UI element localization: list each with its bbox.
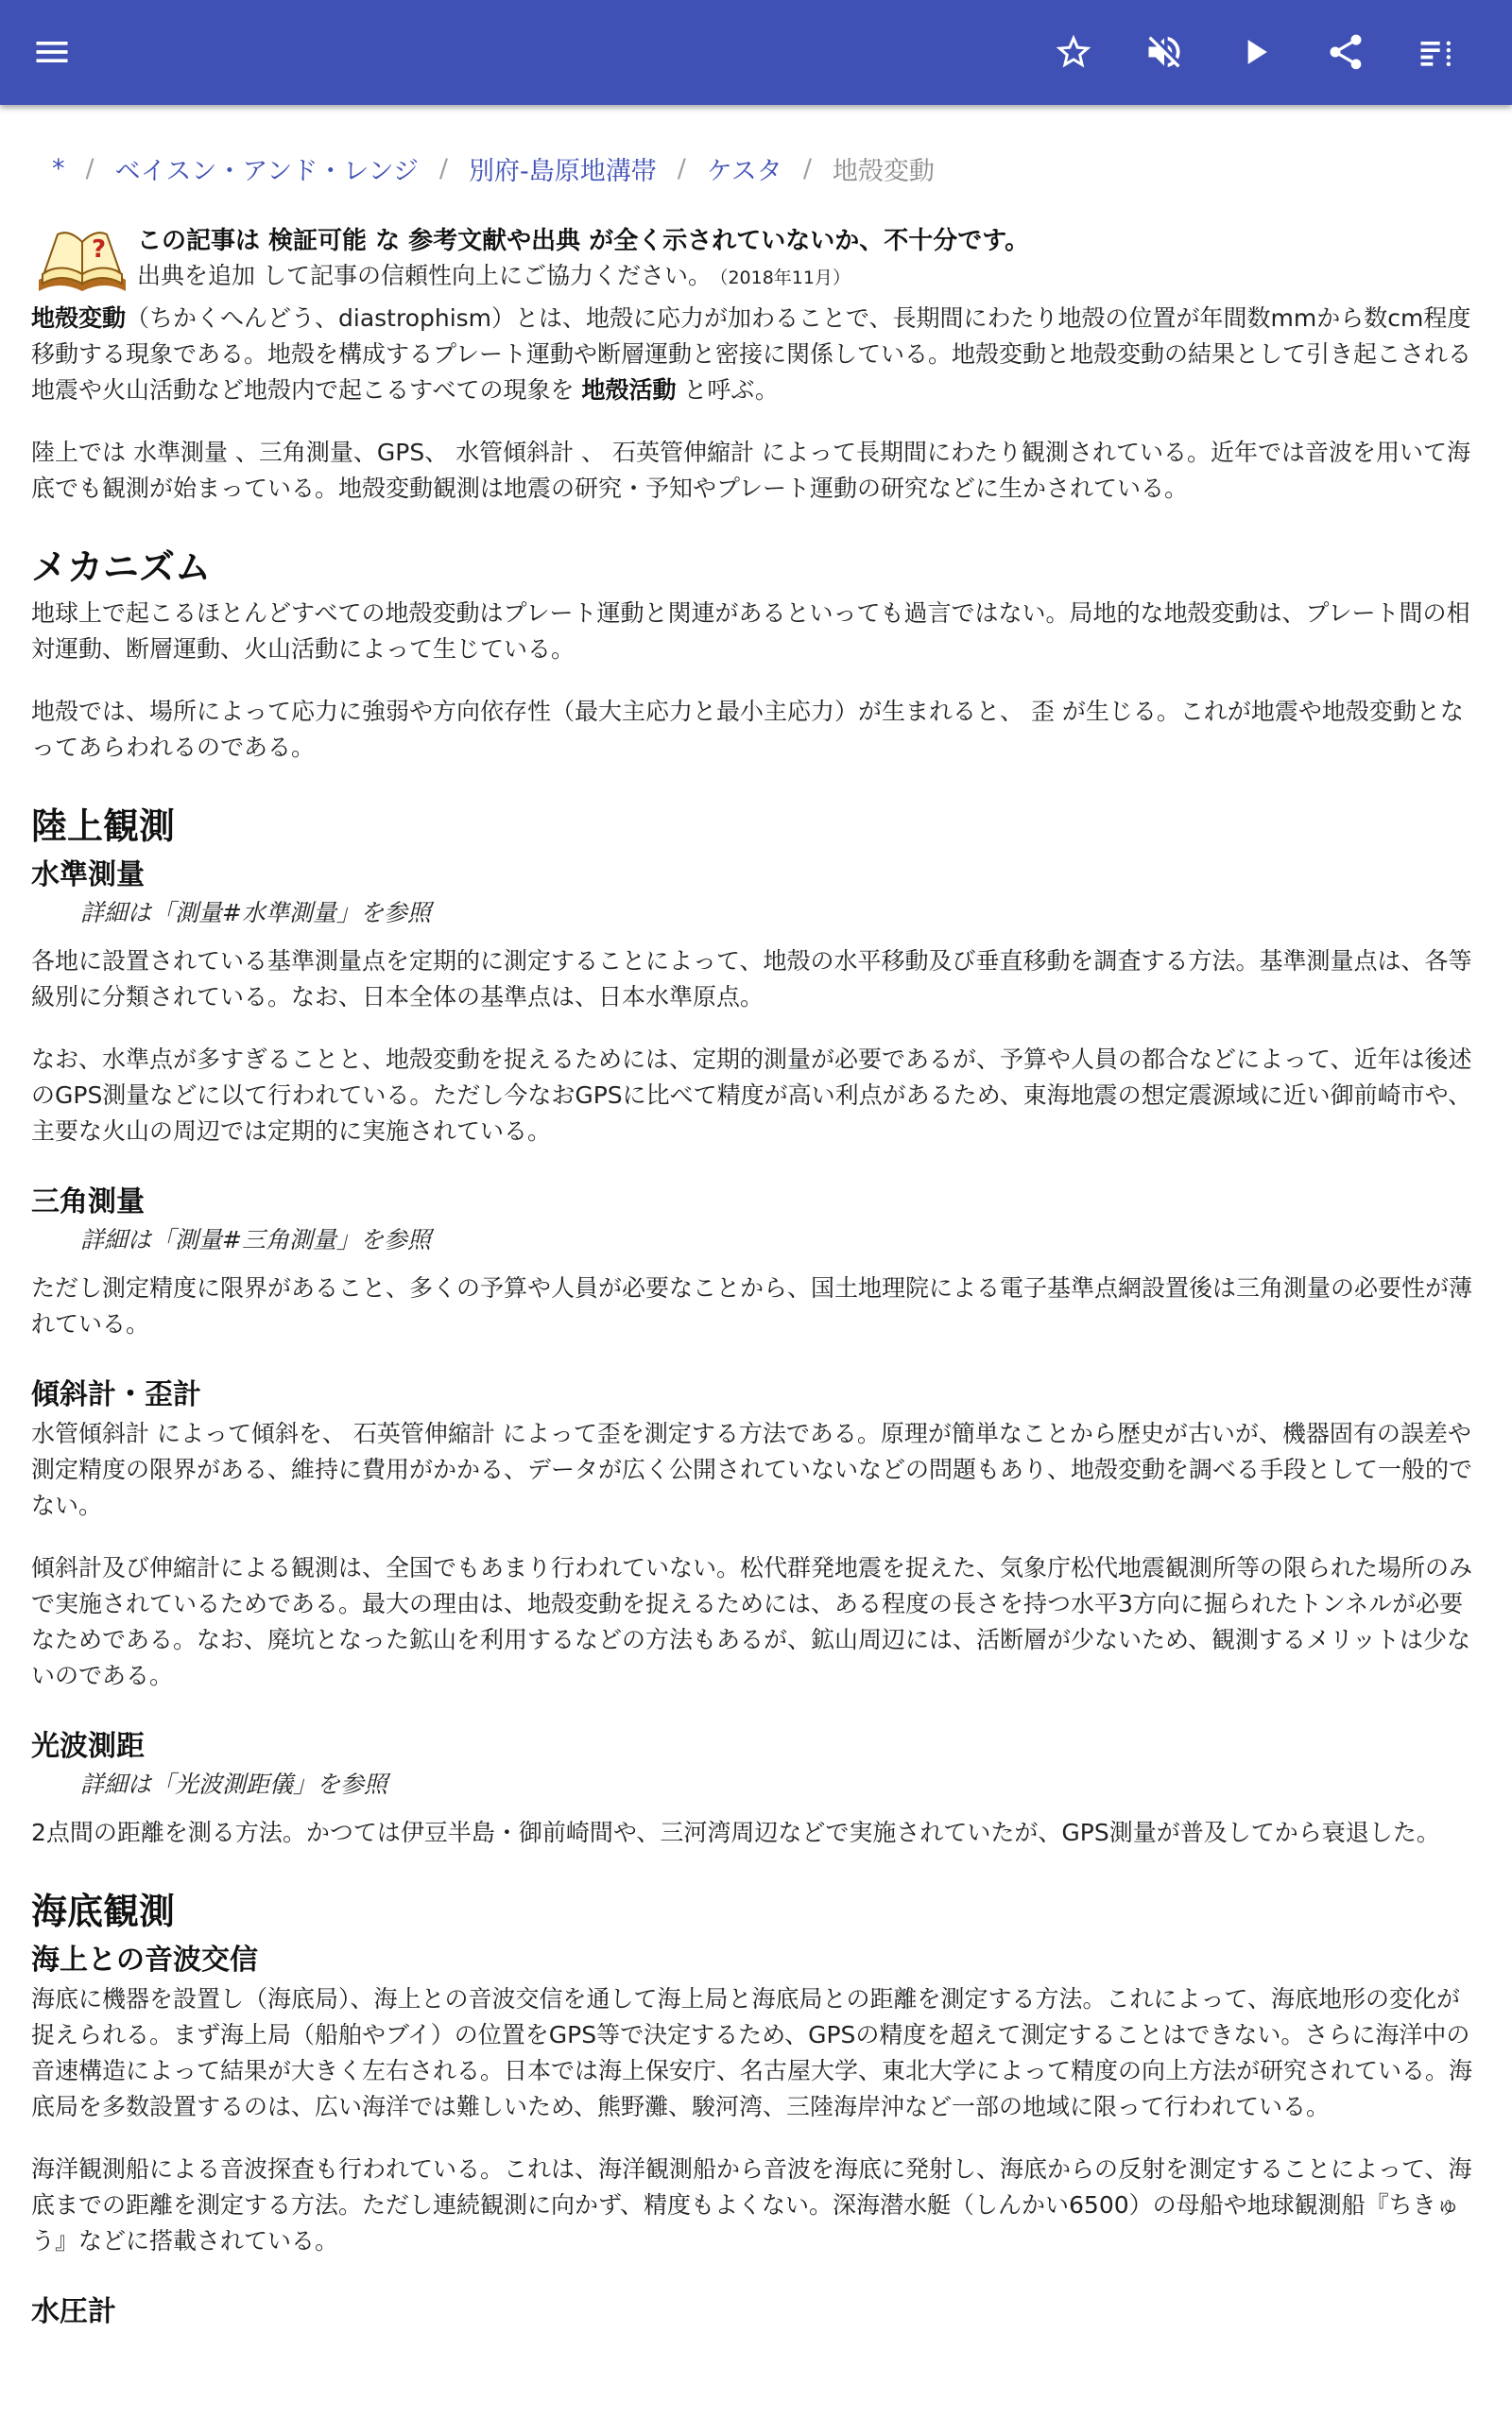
term-crustal-activity: 地殻活動	[581, 376, 677, 404]
book-question-icon	[35, 221, 129, 301]
notice-title: この記事は 検証可能 な 参考文献や出典 が全く示されていないか、不十分です。	[137, 227, 1030, 255]
subsection-edm-title: 光波測距	[31, 1730, 145, 1763]
subsection-leveling-title: 水準測量	[31, 858, 145, 891]
section-mechanism-title: メカニズム	[31, 546, 212, 588]
tilt-paragraph-1: 水管傾斜計 によって傾斜を、 石英管伸縮計 によって歪を測定する方法である。原理が簡単なことから歴史が古いが、機器固有の誤差や測定精度の限界がある、維持に費用がかかる、データが広く公開されていないなどの問題もあり、地殻変動を調べる手段として一般的でない。	[31, 1420, 1473, 1519]
hamburger-icon	[31, 31, 73, 73]
subsection-acoustic-title: 海上との音波交信	[31, 1944, 258, 1977]
subsection-triangulation-title: 三角測量	[31, 1185, 145, 1219]
tilt-paragraph-2: 傾斜計及び伸縮計による観測は、全国でもあまり行われていない。松代群発地震を捉えた、気象庁松代地震観測所等の限られた場所のみで実施されているためである。最大の理由は、地殻変動を捉えるためには、ある程度の長さを持つ水平3方向に掘られたトンネルが必要なためである。なお、廃坑となった鉱山を利用するなどの方法もあるが、鉱山周辺には、活断層が少ないため、観測するメリットは少ないのである。	[31, 1554, 1473, 1689]
menu-button[interactable]	[19, 19, 85, 85]
play-icon	[1234, 31, 1276, 73]
leveling-paragraph-1: 各地に設置されている基準測量点を定期的に測定することによって、地殻の水平移動及び垂直移動を調査する方法。基準測量点は、各等級別に分類されている。なお、日本全体の基準点は、日本水準原点。	[31, 947, 1472, 1011]
playlist-icon	[1416, 31, 1457, 73]
bookmark-button[interactable]	[1040, 19, 1107, 85]
see-also-triangulation[interactable]: 詳細は「測量#三角測量」を参照	[80, 1226, 431, 1253]
subsection-pressure-gauge-title: 水圧計	[31, 2295, 116, 2328]
notice-date: （2018年11月）	[718, 268, 850, 288]
share-icon	[1325, 31, 1366, 73]
edm-paragraph-1: 2点間の距離を測る方法。かつては伊豆半島・御前崎間や、三河湾周辺などで実施されていたが、GPS測量が普及してから衰退した。	[31, 1819, 1440, 1846]
star-icon	[1053, 31, 1094, 73]
see-also-leveling[interactable]: 詳細は「測量#水準測量」を参照	[80, 899, 431, 926]
triangulation-paragraph-1: ただし測定精度に限界があること、多くの予算や人員が必要なことから、国土地理院による電子基準点網設置後は三角測量の必要性が薄れている。	[31, 1274, 1473, 1338]
breadcrumb-separator: /	[677, 153, 686, 183]
citation-notice	[31, 216, 1482, 301]
breadcrumb-separator: /	[802, 153, 812, 183]
mute-icon	[1143, 31, 1185, 73]
term-diastrophism: 地殻変動	[31, 304, 127, 332]
breadcrumb-item-root[interactable]: *	[52, 153, 65, 183]
mechanism-paragraph-1: 地球上で起こるほとんどすべての地殻変動はプレート運動と関連があるといっても過言ではない。局地的な地殻変動は、プレート間の相対運動、断層運動、火山活動によって生じている。	[31, 599, 1470, 663]
section-land-title: 陸上観測	[31, 805, 176, 847]
breadcrumb-separator: /	[85, 153, 94, 183]
intro-text: （ちかくへんどう、diastrophism）とは、地殻に応力が加わることで、長期間にわたり地殻の位置が年間数mmから数cm程度移動する現象である。地殻を構成するプレート運動や断層運動と密接に関係している。地殻変動と地殻変動の結果として引き起こされる地震や火山活動など地殻内で起こるすべての現象を	[31, 304, 1472, 404]
breadcrumb-item-3[interactable]: ケスタ	[706, 156, 782, 186]
svg-text:?: ?	[92, 235, 107, 264]
leveling-paragraph-2: なお、水準点が多すぎることと、地殻変動を捉えるためには、定期的測量が必要であるが、予算や人員の都合などによって、近年は後述のGPS測量などに以て行われている。ただし今なおGPSに比べて精度が高い利点があるため、東海地震の想定震源域に近い御前崎市や、主要な火山の周辺では定期的に実施されている。	[31, 1046, 1472, 1145]
notice-subtitle	[137, 257, 850, 291]
contents-button[interactable]	[1403, 19, 1469, 85]
notice-text: 出典を追加 して記事の信頼性向上にご協力ください。	[137, 262, 712, 289]
mechanism-paragraph-2: 地殻では、場所によって応力に強弱や方向依存性（最大主応力と最小主応力）が生まれると、 歪 が生じる。これが地震や地殻変動となってあらわれるのである。	[31, 698, 1464, 761]
acoustic-paragraph-1: 海底に機器を設置し（海底局）、海上との音波交信を通して海上局と海底局との距離を測定する方法。これによって、海底地形の変化が捉えられる。まず海上局（船舶やブイ）の位置をGPS等で決定するため、GPSの精度を超えて測定することはできない。さらに海洋中の音速構造によって結果が大きく左右される。日本では海上保安庁、名古屋大学、東北大学によって精度の向上方法が研究されている。海底局を多数設置するのは、広い海洋では難しいため、熊野灘、駿河湾、三陸海岸沖など一部の地域に限って行われている。	[31, 1985, 1473, 2120]
acoustic-paragraph-2: 海洋観測船による音波探査も行われている。これは、海洋観測船から音波を海底に発射し、海底からの反射を測定することによって、海底までの距離を測定する方法。ただし連続観測に向かず、精度もよくない。深海潜水艇（しんかい6500）の母船や地球観測船『ちきゅう』などに搭載されている。	[31, 2155, 1472, 2255]
intro-paragraph-1	[31, 301, 1482, 408]
subsection-tilt-title: 傾斜計・歪計	[31, 1378, 201, 1411]
share-button[interactable]	[1313, 19, 1379, 85]
intro-paragraph-2: 陸上では 水準測量 、三角測量、GPS、 水管傾斜計 、 石英管伸縮計 によって長期間にわたり観測されている。近年では音波を用いて海底でも観測が始まっている。地殻変動観測は地震の研究・予知やプレート運動の研究などに生かされている。	[31, 439, 1471, 502]
see-also-edm[interactable]: 詳細は「光波測距儀」を参照	[80, 1771, 388, 1798]
mute-button[interactable]	[1131, 19, 1197, 85]
breadcrumb-item-1[interactable]: ベイスン・アンド・レンジ	[114, 156, 419, 186]
section-seafloor-title: 海底観測	[31, 1891, 176, 1932]
breadcrumb-item-2[interactable]: 別府-島原地溝帯	[469, 156, 657, 186]
breadcrumb-separator: /	[438, 153, 449, 183]
article-content	[31, 142, 1482, 2333]
breadcrumb	[31, 142, 1482, 195]
breadcrumb-current: 地殻変動	[832, 156, 935, 186]
play-button[interactable]	[1222, 19, 1288, 85]
intro-text-end: と呼ぶ。	[676, 376, 779, 404]
app-bar	[0, 0, 1512, 105]
